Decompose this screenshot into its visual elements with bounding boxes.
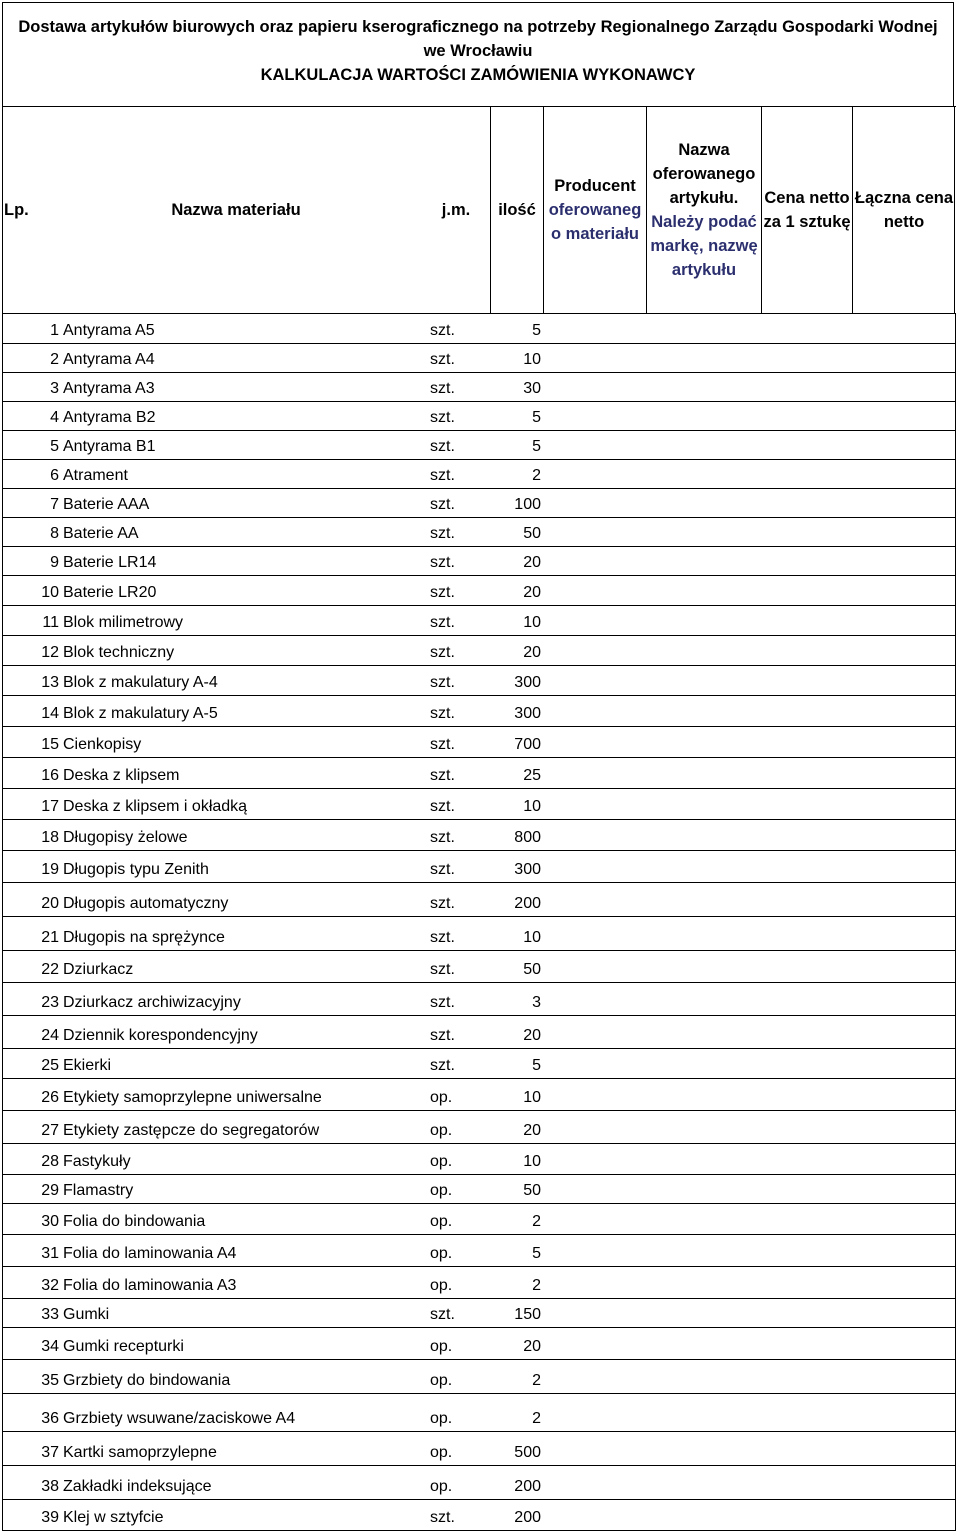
row-unit: szt. [430,798,455,815]
row-quantity: 2 [532,1372,541,1389]
row-quantity: 200 [514,1509,541,1526]
row-lp: 20 [41,895,59,912]
row-lp: 27 [41,1122,59,1139]
row-lp: 18 [41,829,59,846]
row-unit: szt. [430,861,455,878]
row-quantity: 20 [523,1027,541,1044]
row-name: Antyrama B1 [63,438,156,455]
row-lp: 7 [50,496,59,513]
row-quantity: 300 [514,861,541,878]
table-row [2,820,956,851]
row-quantity: 25 [523,767,541,784]
table-row [2,1328,956,1360]
row-unit: op. [430,1153,453,1170]
row-quantity: 2 [532,1213,541,1230]
table-row [2,1204,956,1235]
table-row [2,1500,956,1531]
row-unit: szt. [430,705,455,722]
table-row [2,983,956,1016]
header-lp [2,107,46,313]
header-qty-label: ilość [498,201,536,219]
table-row [2,606,956,636]
row-unit: szt. [430,351,455,368]
row-lp: 37 [41,1444,59,1461]
row-name: Antyrama B2 [63,409,156,426]
row-quantity: 200 [514,1478,541,1495]
row-unit: op. [430,1089,453,1106]
row-name: Baterie LR14 [63,554,157,571]
header-producer-line: o materiału [550,225,640,243]
row-quantity: 5 [532,438,541,455]
table-row [2,489,956,518]
row-name: Dziurkacz archiwizacyjny [63,994,241,1011]
row-name: Deska z klipsem [63,767,180,784]
row-lp: 33 [41,1306,59,1323]
row-name: Flamastry [63,1182,134,1199]
row-name: Blok z makulatury A-4 [63,674,218,691]
row-unit: op. [430,1444,453,1461]
header-name [50,107,422,313]
row-lp: 3 [50,380,59,397]
row-lp: 9 [50,554,59,571]
row-unit: szt. [430,584,455,601]
row-lp: 8 [50,525,59,542]
row-lp: 34 [41,1338,59,1355]
row-unit: szt. [430,614,455,631]
table-row [2,1079,956,1111]
header-offered-line: oferowanego [652,165,756,183]
row-quantity: 20 [523,644,541,661]
row-lp: 10 [41,584,59,601]
row-lp: 25 [41,1057,59,1074]
row-quantity: 5 [532,322,541,339]
row-quantity: 10 [523,798,541,815]
row-lp: 4 [50,409,59,426]
row-quantity: 10 [523,1153,541,1170]
header-unit-price [762,107,852,313]
row-name: Folia do laminowania A3 [63,1277,237,1294]
row-quantity: 10 [523,929,541,946]
row-name: Antyrama A4 [63,351,155,368]
row-name: Etykiety samoprzylepne uniwersalne [63,1089,322,1106]
row-lp: 26 [41,1089,59,1106]
header-offered-line: artykułu [671,261,737,279]
row-lp: 28 [41,1153,59,1170]
row-quantity: 800 [514,829,541,846]
row-name: Atrament [63,467,128,484]
row-name: Blok techniczny [63,644,175,661]
table-row [2,1016,956,1049]
row-lp: 16 [41,767,59,784]
row-quantity: 10 [523,614,541,631]
row-quantity: 700 [514,736,541,753]
row-lp: 39 [41,1509,59,1526]
table-row [2,636,956,666]
row-unit: szt. [430,994,455,1011]
row-name: Gumki recepturki [63,1338,184,1355]
row-unit: szt. [430,736,455,753]
row-name: Baterie LR20 [63,584,157,601]
row-lp: 21 [41,929,59,946]
row-name: Zakładki indeksujące [63,1478,212,1495]
table-row [2,758,956,789]
row-lp: 5 [50,438,59,455]
row-lp: 6 [50,467,59,484]
row-quantity: 300 [514,674,541,691]
row-unit: szt. [430,322,455,339]
title-line-3: KALKULACJA WARTOŚCI ZAMÓWIENIA WYKONAWCY [260,66,696,84]
row-lp: 11 [42,614,59,631]
row-name: Grzbiety do bindowania [63,1372,231,1389]
row-quantity: 3 [532,994,541,1011]
row-lp: 24 [41,1027,59,1044]
row-quantity: 300 [514,705,541,722]
row-quantity: 2 [532,1410,541,1427]
table-row [2,431,956,460]
row-lp: 13 [41,674,59,691]
row-name: Gumki [63,1306,110,1323]
table-row [2,547,956,576]
row-lp: 1 [50,322,59,339]
row-unit: szt. [430,929,455,946]
row-unit: szt. [430,496,455,513]
row-unit: op. [430,1478,453,1495]
table-row [2,851,956,883]
row-unit: szt. [430,1509,455,1526]
row-name: Folia do laminowania A4 [63,1245,237,1262]
table-row [2,460,956,489]
table-row [2,1111,956,1144]
table-row [2,1432,956,1466]
header-total-line: Łączna cena [854,189,954,207]
row-unit: szt. [430,380,455,397]
row-quantity: 10 [523,1089,541,1106]
row-name: Długopis typu Zenith [63,861,209,878]
table-row [2,917,956,951]
document-title [2,2,954,106]
header-jm-label: j.m. [441,201,471,219]
row-lp: 23 [41,994,59,1011]
row-name: Blok milimetrowy [63,614,184,631]
row-lp: 31 [41,1245,59,1262]
row-unit: szt. [430,554,455,571]
header-lp-label: Lp. [4,201,29,219]
row-name: Kartki samoprzylepne [63,1444,217,1461]
row-quantity: 20 [523,554,541,571]
table-header [2,106,956,314]
row-quantity: 20 [523,584,541,601]
table-row [2,1267,956,1299]
row-quantity: 500 [514,1444,541,1461]
row-lp: 17 [41,798,59,815]
row-unit: szt. [430,644,455,661]
table-row [2,1299,956,1328]
row-unit: szt. [430,674,455,691]
header-divider [2,107,3,313]
header-total-line: netto [883,213,925,231]
row-name: Baterie AAA [63,496,150,513]
row-quantity: 20 [523,1338,541,1355]
row-quantity: 2 [532,1277,541,1294]
table-row [2,402,956,431]
row-name: Dziurkacz [63,961,134,978]
header-offered-line: Nazwa [678,141,730,159]
header-jm [422,107,490,313]
row-name: Baterie AA [63,525,139,542]
row-lp: 14 [41,705,59,722]
row-lp: 36 [41,1410,59,1427]
header-divider [954,107,955,313]
table-row [2,1049,956,1079]
row-lp: 30 [41,1213,59,1230]
table-row [2,789,956,820]
row-unit: op. [430,1410,453,1427]
header-unit-price-line: Cena netto [764,189,850,207]
row-name: Klej w sztyfcie [63,1509,164,1526]
row-name: Dziennik korespondencyjny [63,1027,258,1044]
row-lp: 38 [41,1478,59,1495]
row-name: Antyrama A3 [63,380,155,397]
row-unit: szt. [430,467,455,484]
row-lp: 2 [50,351,59,368]
row-name: Cienkopisy [63,736,142,753]
row-name: Fastykuły [63,1153,131,1170]
row-unit: op. [430,1372,453,1389]
row-unit: szt. [430,961,455,978]
row-lp: 29 [41,1182,59,1199]
header-offered-line: artykułu. [669,189,739,207]
row-name: Długopis na sprężynce [63,929,225,946]
row-unit: szt. [430,1027,455,1044]
table-body [2,314,956,1531]
row-name: Folia do bindowania [63,1213,206,1230]
row-unit: szt. [430,409,455,426]
row-quantity: 30 [523,380,541,397]
row-unit: op. [430,1338,453,1355]
table-row [2,696,956,727]
row-lp: 22 [41,961,59,978]
row-unit: op. [430,1122,453,1139]
row-name: Antyrama A5 [63,322,155,339]
row-quantity: 5 [532,409,541,426]
table-row [2,1394,956,1432]
row-unit: szt. [430,438,455,455]
row-quantity: 5 [532,1057,541,1074]
table-row [2,666,956,696]
row-unit: szt. [430,1057,455,1074]
header-qty [491,107,543,313]
title-line-2: we Wrocławiu [423,42,533,60]
header-offered-line: markę, nazwę [650,237,758,255]
table-row [2,727,956,758]
row-quantity: 150 [514,1306,541,1323]
table-row [2,314,956,344]
table-row [2,1144,956,1175]
row-name: Etykiety zastępcze do segregatorów [63,1122,320,1139]
row-quantity: 20 [523,1122,541,1139]
table-row [2,344,956,373]
row-name: Deska z klipsem i okładką [63,798,248,815]
title-line-1: Dostawa artykułów biurowych oraz papieru kserograficznego na potrzeby Regionalnego Zarządu Gospodarki Wodnej [18,18,938,36]
header-name-label: Nazwa materiału [171,201,301,219]
row-lp: 12 [41,644,59,661]
row-quantity: 200 [514,895,541,912]
table-row [2,1235,956,1267]
row-name: Długopisy żelowe [63,829,188,846]
header-total [853,107,955,313]
row-lp: 15 [41,736,59,753]
row-unit: op. [430,1182,453,1199]
header-offered-item [647,107,761,313]
row-unit: szt. [430,895,455,912]
table-row [2,951,956,983]
row-lp: 32 [41,1277,59,1294]
row-name: Grzbiety wsuwane/zaciskowe A4 [63,1410,296,1427]
header-unit-price-line: za 1 sztukę [763,213,851,231]
row-unit: szt. [430,1306,455,1323]
header-producer [544,107,646,313]
row-quantity: 50 [523,961,541,978]
row-lp: 19 [41,861,59,878]
row-quantity: 50 [523,525,541,542]
row-unit: szt. [430,525,455,542]
table-row [2,883,956,917]
row-quantity: 50 [523,1182,541,1199]
row-quantity: 2 [532,467,541,484]
table-row [2,1360,956,1394]
row-quantity: 100 [514,496,541,513]
row-unit: szt. [430,767,455,784]
row-name: Ekierki [63,1057,112,1074]
header-offered-line: Należy podać [651,213,757,231]
table-row [2,1175,956,1204]
row-unit: op. [430,1213,453,1230]
row-unit: szt. [430,829,455,846]
row-lp: 35 [41,1372,59,1389]
row-unit: op. [430,1277,453,1294]
table-row [2,1466,956,1500]
row-name: Długopis automatyczny [63,895,229,912]
header-producer-line: Producent [554,177,636,195]
table-row [2,576,956,606]
row-quantity: 5 [532,1245,541,1262]
table-row [2,518,956,547]
table-row [2,373,956,402]
header-producer-line: oferowaneg [548,201,642,219]
row-quantity: 10 [523,351,541,368]
row-name: Blok z makulatury A-5 [63,705,218,722]
row-unit: op. [430,1245,453,1262]
